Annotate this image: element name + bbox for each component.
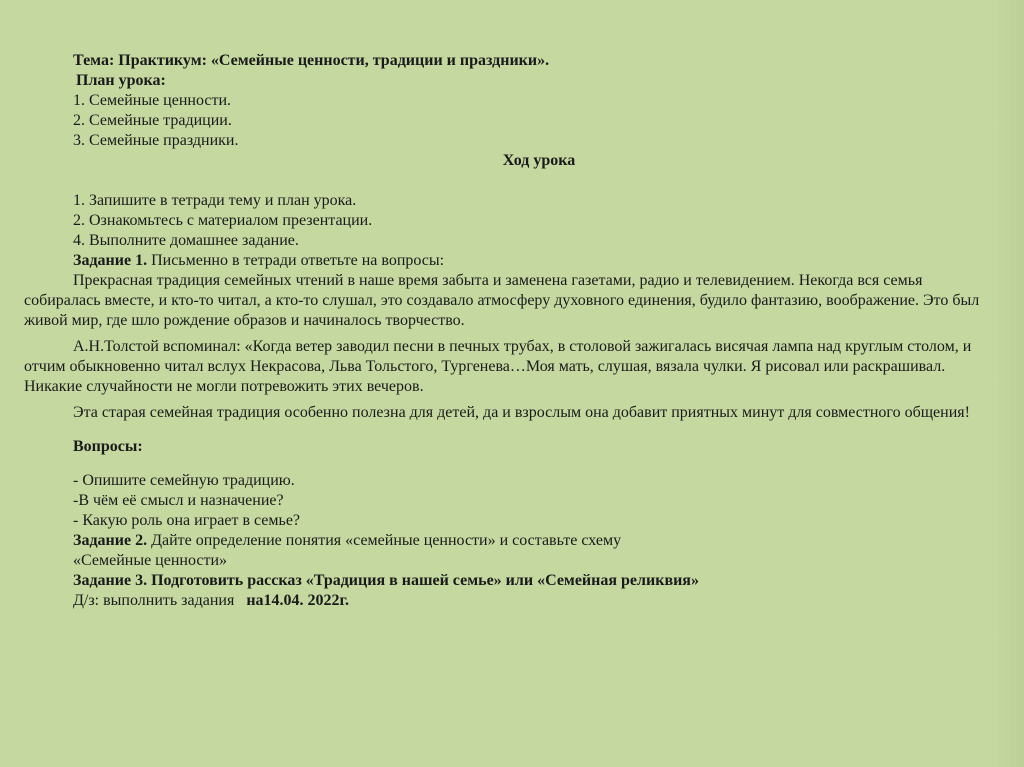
task2-text: Дайте определение понятия «семейные ценности» и составьте схему [147,532,622,549]
lesson-title: Ход урока [502,152,576,169]
plan-item: 2. Семейные традиции. [73,112,232,129]
homework-line [24,591,984,611]
question-item: - Опишите семейную традицию. [73,472,295,489]
task1-text: Письменно в тетради ответьте на вопросы: [147,252,445,269]
task1-label: Задание 1. [73,252,148,269]
slide-edge-shadow [994,0,1024,767]
plan-item: 3. Семейные праздники. [73,132,239,149]
task1-heading [24,251,984,271]
lesson-step: 1. Запишите в тетради тему и план урока. [73,192,357,209]
topic-heading: Тема: Практикум: «Семейные ценности, традиции и праздники». [73,52,550,69]
question-item: - Какую роль она играет в семье? [73,512,301,529]
task2-heading [24,531,984,551]
homework-label: Д/з: выполнить задания [73,592,235,609]
task1-paragraph: Прекрасная традиция семейных чтений в наше время забыта и заменена газетами, радио и телевидением. Некогда вся семья собиралась вместе, и кто-то читал, а кто-то слушал, это создавало атмосферу духовного единения, будило фантазию, воображение. Это был живой мир, где шло рождение образов и начиналось творчество. [24,272,980,329]
questions-title: Вопросы: [73,438,143,455]
question-item: -В чём её смысл и назначение? [73,492,284,509]
task1-paragraph: А.Н.Толстой вспоминал: «Когда ветер заводил песни в печных трубах, в столовой зажигалась висячая лампа над круглым столом, и отчим обыкновенно читал вслух Некрасова, Льва Тольстого, Тургенева…Моя мать, слушая, вязала чулки. Я рисовал или раскрашивал. Никакие случайности не могли потревожить этих вечеров. [24,338,972,395]
homework-date: на14.04. 2022г. [246,592,350,609]
lesson-step: 2. Ознакомьтесь с материалом презентации. [73,212,373,229]
task1-paragraph: Эта старая семейная традиция особенно полезна для детей, да и взрослым она добавит приятных минут для совместного общения! [73,404,970,421]
plan-item: 1. Семейные ценности. [73,92,232,109]
plan-title: План урока: [76,72,166,89]
lesson-document [24,51,984,611]
task2-text-continued: «Семейные ценности» [73,552,228,569]
task3-heading: Задание 3. Подготовить рассказ «Традиция в нашей семье» или «Семейная реликвия» [73,572,699,589]
lesson-step: 4. Выполните домашнее задание. [73,232,299,249]
task2-label: Задание 2. [73,532,148,549]
